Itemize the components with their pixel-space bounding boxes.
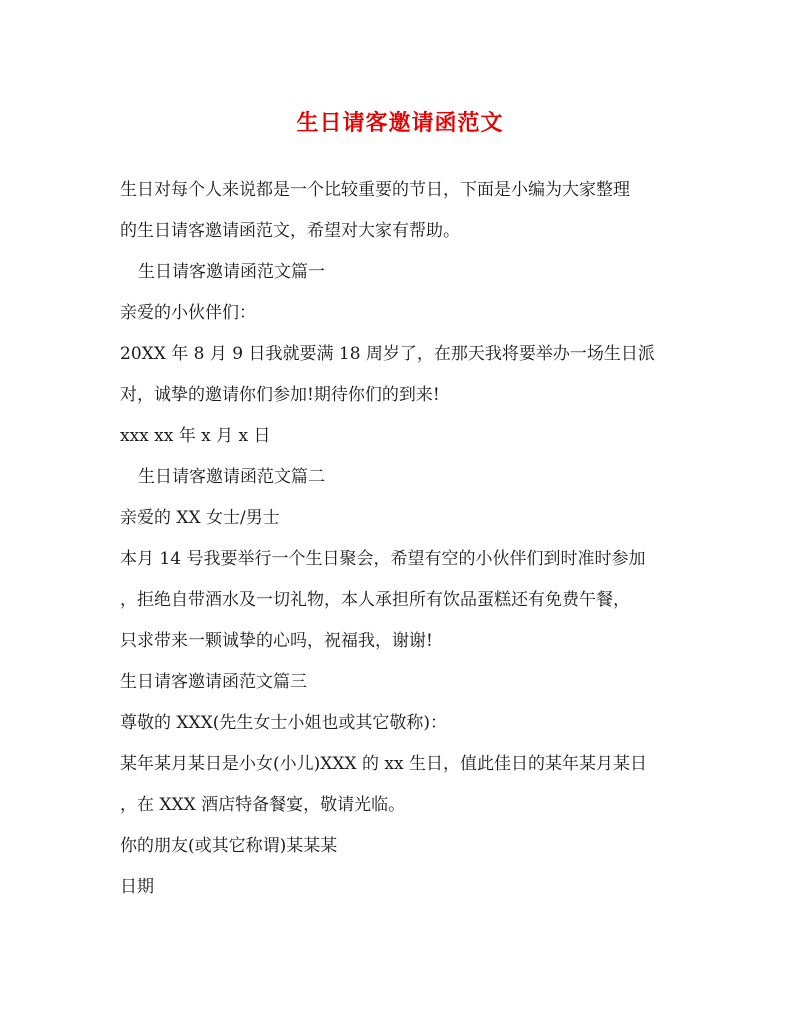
signature-date-1: xxx xx 年 x 月 x 日 (120, 426, 271, 446)
section-heading-1: 生日请客邀请函范文篇一 (138, 262, 325, 282)
document-body (120, 178, 680, 916)
body-line-3a: 某年某月某日是小女(小儿)XXX 的 xx 生日，值此佳日的某年某月某日 (120, 754, 647, 774)
salutation-3: 尊敬的 XXX(先生女士小姐也或其它敬称)： (120, 713, 447, 733)
document-title: 生日请客邀请函范文 (296, 110, 504, 136)
intro-line-2: 的生日请客邀请函范文，希望对大家有帮助。 (120, 221, 460, 241)
date-3: 日期 (120, 877, 154, 897)
body-line-1a: 20XX 年 8 月 9 日我就要满 18 周岁了，在那天我将要举办一场生日派 (120, 344, 655, 364)
section-heading-2: 生日请客邀请函范文篇二 (138, 467, 325, 487)
body-line-2b: ，拒绝自带酒水及一切礼物，本人承担所有饮品蛋糕还有免费午餐， (120, 590, 630, 610)
signature-3: 你的朋友(或其它称谓)某某某 (120, 836, 338, 856)
body-line-3b: ，在 XXX 酒店特备餐宴，敬请光临。 (120, 795, 406, 815)
intro-line-1: 生日对每个人来说都是一个比较重要的节日，下面是小编为大家整理 (120, 180, 630, 200)
salutation-2: 亲爱的 XX 女士/男士 (120, 508, 280, 528)
salutation-1: 亲爱的小伙伴们： (120, 303, 256, 323)
body-line-2a: 本月 14 号我要举行一个生日聚会，希望有空的小伙伴们到时准时参加 (120, 549, 646, 569)
body-line-2c: 只求带来一颗诚挚的心吗，祝福我，谢谢! (120, 631, 433, 651)
section-heading-3: 生日请客邀请函范文篇三 (120, 672, 307, 692)
body-line-1b: 对，诚挚的邀请你们参加!期待你们的到来! (120, 385, 440, 405)
